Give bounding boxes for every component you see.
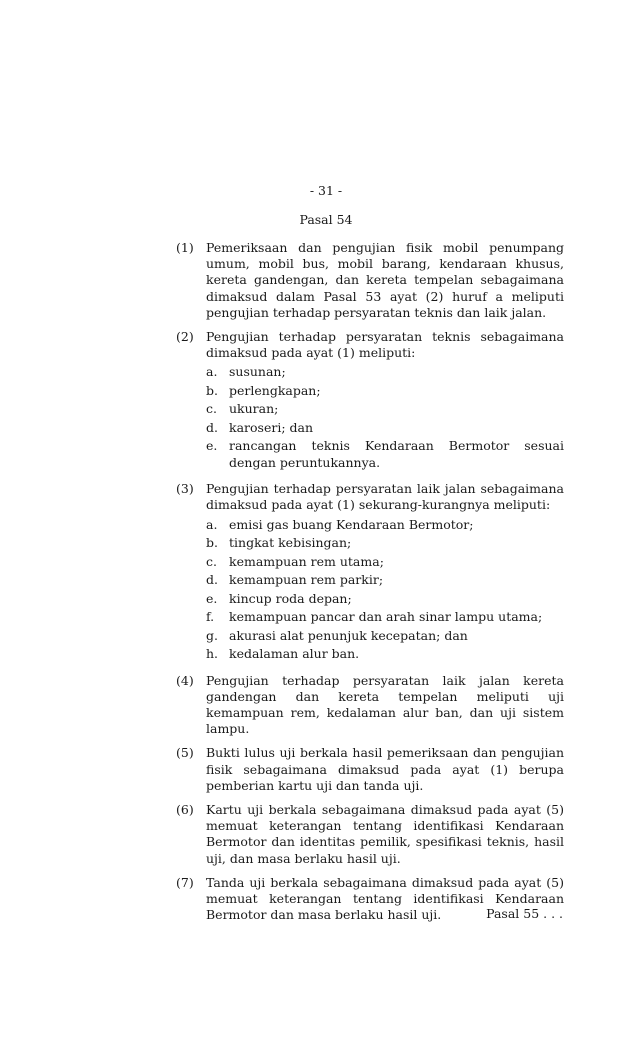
ayat-text: Kartu uji berkala sebagaimana dimaksud pada ayat (5) memuat keterangan tentang identifikasi Kendaraan Bermotor dan identitas pemilik, spesifikasi teknis, hasil uji, dan masa berlaku hasil uji. bbox=[206, 801, 564, 866]
list-item bbox=[206, 420, 564, 436]
ayat-body bbox=[206, 240, 564, 321]
item-text: kemampuan rem parkir; bbox=[229, 572, 384, 588]
list-item bbox=[206, 609, 564, 625]
item-letter: e. bbox=[206, 590, 218, 606]
next-page-reference: Pasal 55 . . . bbox=[486, 906, 563, 921]
item-text: perlengkapan; bbox=[229, 382, 321, 398]
item-letter: f. bbox=[206, 609, 215, 625]
item-text: rancangan teknis Kendaraan Bermotor sesuai dengan peruntukannya. bbox=[229, 438, 564, 470]
ayat-text: Tanda uji berkala sebagaimana dimaksud pada ayat (5) memuat keterangan tentang identifikasi Kendaraan Bermotor dan masa berlaku hasil uji. bbox=[206, 874, 564, 923]
ayat-6 bbox=[176, 802, 564, 867]
ayat-number: (7) bbox=[176, 874, 194, 890]
ayat-item-list bbox=[206, 364, 564, 470]
item-letter: d. bbox=[206, 572, 218, 588]
ayat-number: (5) bbox=[176, 745, 194, 761]
item-text: emisi gas buang Kendaraan Bermotor; bbox=[229, 516, 474, 532]
ayat-body bbox=[206, 745, 564, 794]
ayat-number: (1) bbox=[176, 240, 194, 255]
ayat-5 bbox=[176, 745, 564, 794]
list-item bbox=[206, 646, 564, 662]
item-letter: g. bbox=[206, 627, 218, 643]
ayat-text: Pengujian terhadap persyaratan laik jalan kereta gandengan dan kereta tempelan meliputi uji kemampuan rem, kedalaman alur ban, dan uji sistem lampu. bbox=[206, 672, 564, 737]
list-item bbox=[206, 591, 564, 607]
item-text: tingkat kebisingan; bbox=[229, 535, 352, 551]
item-text: kemampuan pancar dan arah sinar lampu utama; bbox=[229, 609, 543, 625]
ayat-3 bbox=[176, 481, 564, 664]
item-text: susunan; bbox=[229, 364, 286, 380]
list-item bbox=[206, 364, 564, 380]
ayat-body bbox=[206, 673, 564, 738]
item-letter: b. bbox=[206, 535, 218, 551]
item-text: akurasi alat penunjuk kecepatan; dan bbox=[229, 627, 468, 643]
ayat-text: Pemeriksaan dan pengujian fisik mobil penumpang umum, mobil bus, mobil barang, kendaraan khusus, kereta gandengan, dan kereta tempelan sebagaimana dimaksud dalam Pasal 53 ayat (2) huruf a meliputi pengujian terhadap persyaratan teknis dan laik jalan. bbox=[206, 240, 564, 320]
ayat-body bbox=[206, 802, 564, 867]
ayat-number: (6) bbox=[176, 801, 194, 817]
item-text: kincup roda depan; bbox=[229, 590, 352, 606]
item-text: kemampuan rem utama; bbox=[229, 553, 384, 569]
ayat-text: Pengujian terhadap persyaratan teknis sebagaimana dimaksud pada ayat (1) meliputi: bbox=[206, 329, 564, 361]
pasal-title: Pasal 54 bbox=[299, 212, 353, 227]
page-number: - 31 - bbox=[309, 183, 343, 198]
ayat-number: (2) bbox=[176, 329, 194, 345]
list-item bbox=[206, 554, 564, 570]
ayat-body bbox=[206, 481, 564, 664]
pasal-content bbox=[176, 240, 564, 931]
ayat-text: Bukti lulus uji berkala hasil pemeriksaan dan pengujian fisik sebagaimana dimaksud pada ayat (1) berupa pemberian kartu uji dan tanda uji. bbox=[206, 745, 564, 793]
ayat-text: Pengujian terhadap persyaratan laik jalan sebagaimana dimaksud pada ayat (1) sekurang-kurangnya meliputi: bbox=[206, 481, 564, 513]
list-item bbox=[206, 383, 564, 399]
item-text: ukuran; bbox=[229, 401, 279, 417]
item-letter: d. bbox=[206, 419, 218, 435]
item-letter: a. bbox=[206, 516, 218, 532]
ayat-number: (4) bbox=[176, 672, 194, 688]
list-item bbox=[206, 438, 564, 470]
ayat-1 bbox=[176, 240, 564, 321]
ayat-2 bbox=[176, 329, 564, 473]
list-item bbox=[206, 572, 564, 588]
item-letter: h. bbox=[206, 646, 219, 662]
item-letter: a. bbox=[206, 364, 218, 380]
ayat-number: (3) bbox=[176, 481, 194, 497]
item-letter: e. bbox=[206, 438, 218, 454]
list-item bbox=[206, 535, 564, 551]
list-item bbox=[206, 628, 564, 644]
ayat-4 bbox=[176, 673, 564, 738]
list-item bbox=[206, 517, 564, 533]
ayat-item-list bbox=[206, 517, 564, 663]
item-text: karoseri; dan bbox=[229, 419, 314, 435]
list-item bbox=[206, 401, 564, 417]
item-letter: b. bbox=[206, 382, 218, 398]
item-letter: c. bbox=[206, 553, 217, 569]
item-letter: c. bbox=[206, 401, 217, 417]
ayat-body bbox=[206, 329, 564, 473]
item-text: kedalaman alur ban. bbox=[229, 646, 360, 662]
